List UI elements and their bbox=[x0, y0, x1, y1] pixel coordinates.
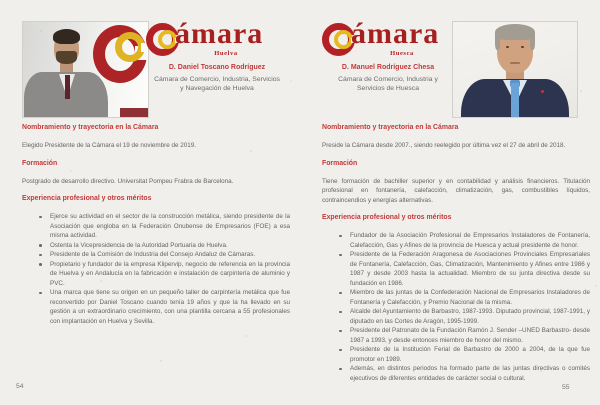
person-header-right bbox=[318, 64, 458, 93]
experience-list-right bbox=[322, 231, 590, 383]
portrait-hair bbox=[495, 24, 535, 40]
logo-region-label: Huelva bbox=[214, 50, 238, 57]
portrait-beard bbox=[56, 51, 77, 64]
portrait-tie bbox=[511, 83, 519, 117]
list-item: Alcalde del Ayuntamiento de Barbastro, 1987-1993. Diputado provincial, 1987-1991, y diputado en las Cortes de Aragón, 1995-1999. bbox=[322, 307, 590, 326]
portrait-hair-side bbox=[495, 34, 500, 50]
section-text-formacion: Tiene formación de bachiller superior y en contabilidad y análisis financieros. Titulación profesional en fontanería, calefacción, climatización, gas, combustibles líquidos, contraincendios y energías alternativas. bbox=[322, 177, 590, 204]
section-heading-experiencia: Experiencia profesional y otros méritos bbox=[322, 214, 452, 222]
person-org-line2: Servicios de Huesca bbox=[357, 84, 419, 92]
photo-red-strip bbox=[120, 108, 148, 117]
list-item: Una marca que tiene su origen en un pequeño taller de carpintería metálica que fue reconvertido por Daniel Toscano cuando tenía 19 años y que la ha llevado en su gestión a un extraordinario crecimiento, con una plantilla cercana a 55 profesionales con implantación en Huelva y Sevilla. bbox=[22, 288, 290, 326]
logo-wordmark: ámara bbox=[351, 17, 440, 50]
portrait-eye bbox=[521, 46, 524, 48]
logo-wordmark: ámara bbox=[175, 17, 264, 50]
portrait-tie bbox=[65, 75, 70, 99]
page-left-body bbox=[22, 124, 290, 326]
section-heading-formacion: Formación bbox=[322, 159, 358, 167]
page-right-body bbox=[322, 124, 590, 383]
section-text-nombramiento: Preside la Cámara desde 2007., siendo reelegido por última vez el 27 de abril de 2018. bbox=[322, 142, 566, 149]
portrait-photo-daniel-toscano bbox=[23, 22, 148, 117]
portrait-hair bbox=[53, 29, 80, 44]
person-org-line1: Cámara de Comercio, Industria y bbox=[338, 75, 438, 83]
list-item: Ejerce su actividad en el sector de la construcción metálica, siendo presidente de la Asociación que engloba en la Federación Onubense de Empresarios (FOE) a esa misma actividad. bbox=[22, 212, 290, 241]
list-item: Miembro de las juntas de la Confederación Nacional de Empresarios Instaladores de Fontanería y Calefacción, y Premio Nacional de la misma. bbox=[322, 288, 590, 307]
section-heading-nombramiento: Nombramiento y trayectoria en la Cámara bbox=[322, 124, 459, 131]
page-number-right: 55 bbox=[562, 384, 570, 391]
person-name: D. Manuel Rodríguez Chesa bbox=[341, 64, 435, 71]
person-org-line2: y Navegación de Huelva bbox=[180, 84, 254, 92]
list-item: Presidente de la Institución Ferial de Barbastro de 2000 a 2004, de la que fue promotor en 1989. bbox=[322, 345, 590, 364]
list-item: Propietario y fundador de la empresa Klipervip, negocio de referencia en la provincia de Huelva y en Andalucía en la fabricación e instalación de carpintería de aluminio y PVC. bbox=[22, 260, 290, 289]
person-name: D. Daniel Toscano Rodríguez bbox=[168, 64, 266, 71]
person-header-left bbox=[146, 64, 288, 93]
page-number-left: 54 bbox=[16, 383, 24, 390]
portrait-photo-manuel-rodriguez bbox=[453, 22, 577, 117]
portrait-mouth bbox=[510, 62, 520, 64]
logo-region-label: Huesca bbox=[390, 50, 414, 57]
section-heading-experiencia: Experiencia profesional y otros méritos bbox=[22, 195, 152, 203]
list-item: Presidente del Patronato de la Fundación Ramón J. Sender –UNED Barbastro- desde 1987 a 1993, y desde entonces miembro de honor del mismo. bbox=[322, 326, 590, 345]
section-text-nombramiento: Elegido Presidente de la Cámara el 19 de noviembre de 2019. bbox=[22, 142, 196, 149]
portrait-eye bbox=[506, 46, 509, 48]
list-item: Ostenta la Vicepresidencia de la Autoridad Portuaria de Huelva. bbox=[22, 241, 290, 251]
list-item: Presidente de la Comisión de Industria del Consejo Andaluz de Cámaras. bbox=[22, 250, 290, 260]
section-text-formacion: Postgrado de desarrollo directivo. Universitat Pompeu Frabra de Barcelona. bbox=[22, 177, 234, 185]
section-heading-nombramiento: Nombramiento y trayectoria en la Cámara bbox=[22, 124, 159, 131]
list-item: Fundador de la Asociación Profesional de Empresarios Instaladores de Fontanería, Calefacción, Gas y Afines de la provincia de Huesca y actual presidente de honor. bbox=[322, 231, 590, 250]
list-item: Presidente de la Federación Aragonesa de Asociaciones Provinciales Empresariales de Fontanería, Calefacción, Gas, Climatización, Mantenimiento y Afines entre 1986 y 1987 y desde 2003 hasta la actualidad. Miembro de su junta directiva desde su fundación en 1986. bbox=[322, 250, 590, 288]
portrait-hair-side bbox=[530, 34, 535, 50]
list-item: Además, en distintos periodos ha formado parte de las juntas directivas o comités ejecutivos de diferentes entidades de carácter social o cultural. bbox=[322, 364, 590, 383]
experience-list-left bbox=[22, 212, 290, 326]
lapel-pin bbox=[541, 90, 544, 93]
person-org-line1: Cámara de Comercio, Industria, Servicios bbox=[154, 75, 280, 83]
section-heading-formacion: Formación bbox=[22, 159, 58, 167]
